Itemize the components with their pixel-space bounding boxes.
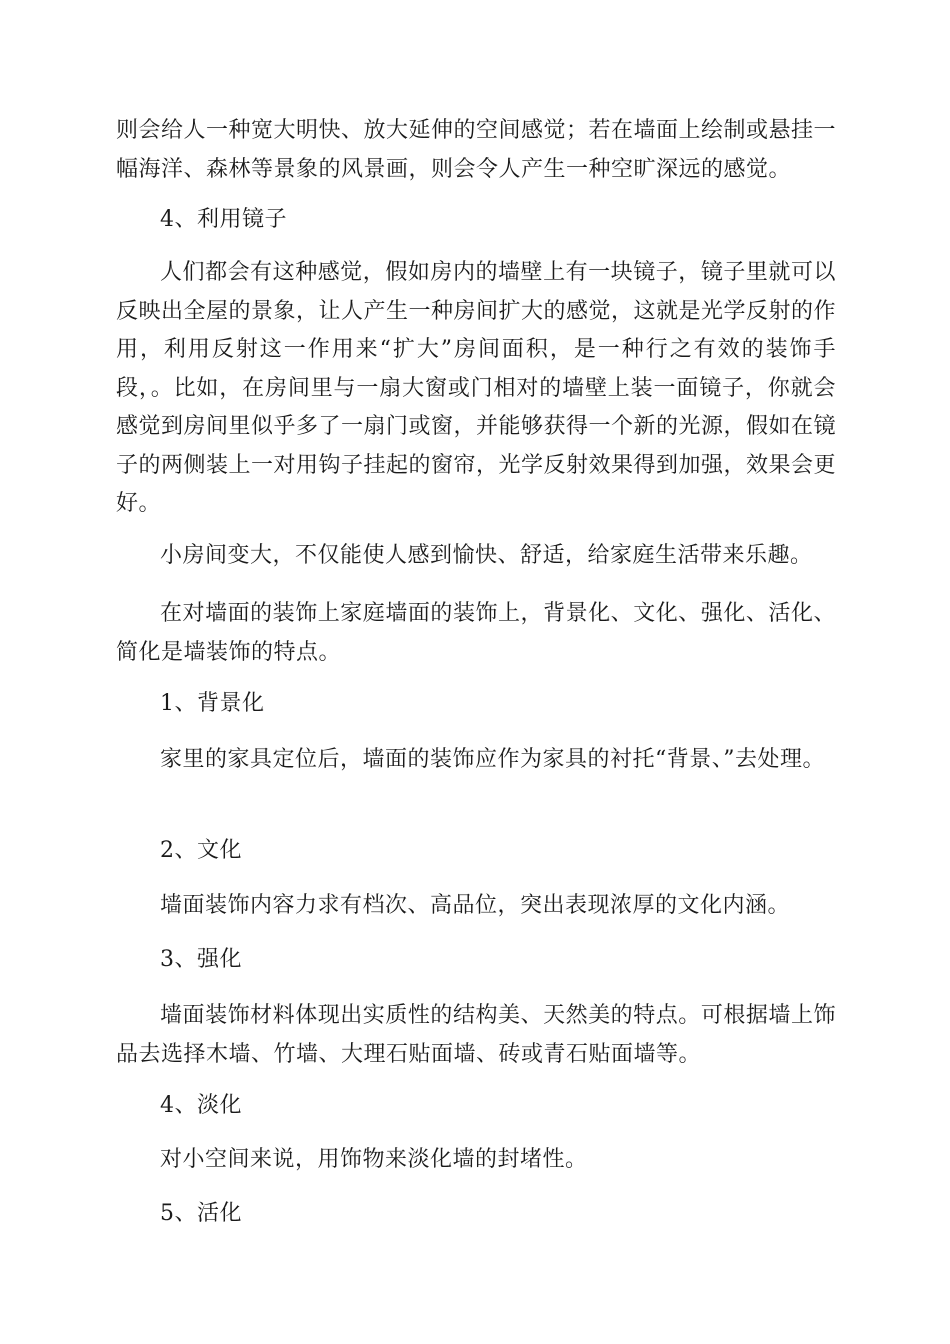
heading-activate: 5、活化 [160, 1201, 242, 1226]
heading-use-mirror: 4、利用镜子 [160, 207, 287, 232]
heading-culture: 2、文化 [160, 838, 242, 863]
heading-strengthen: 3、强化 [160, 947, 242, 972]
heading-fade: 4、淡化 [160, 1093, 242, 1118]
paragraph-culture: 墙面装饰内容力求有档次、高品位，突出表现浓厚的文化内涵。 [160, 893, 791, 918]
paragraph-fade: 对小空间来说，用饰物来淡化墙的封堵性。 [160, 1147, 588, 1172]
heading-background: 1、背景化 [160, 691, 265, 716]
paragraph-wall-decoration-features: 在对墙面的装饰上家庭墙面的装饰上，背景化、文化、强化、活化、简化是墙装饰的特点。 [116, 601, 836, 665]
paragraph-strengthen: 墙面装饰材料体现出实质性的结构美、天然美的特点。可根据墙上饰品去选择木墙、竹墙、大理石贴面墙、砖或青石贴面墙等。 [116, 1003, 836, 1067]
paragraph-landscape-painting: 则会给人一种宽大明快、放大延伸的空间感觉；若在墙面上绘制或悬挂一幅海洋、森林等景象的风景画，则会令人产生一种空旷深远的感觉。 [116, 118, 837, 182]
paragraph-mirror-effect: 人们都会有这种感觉，假如房内的墙壁上有一块镜子，镜子里就可以反映出全屋的景象，让人产生一种房间扩大的感觉，这就是光学反射的作用，利用反射这一作用来“扩大”房间面积，是一种行之有效的装饰手段，。比如，在房间里与一扇大窗或门相对的墙壁上装一面镜子，你就会感觉到房间里似乎多了一扇门或窗，并能够获得一个新的光源，假如在镜子的两侧装上一对用钩子挂起的窗帘，光学反射效果得到加强，效果会更好。 [116, 260, 837, 516]
paragraph-small-room: 小房间变大，不仅能使人感到愉快、舒适，给家庭生活带来乐趣。 [160, 543, 813, 568]
paragraph-background: 家里的家具定位后，墙面的装饰应作为家具的衬托“背景、”去处理。 [160, 747, 825, 772]
